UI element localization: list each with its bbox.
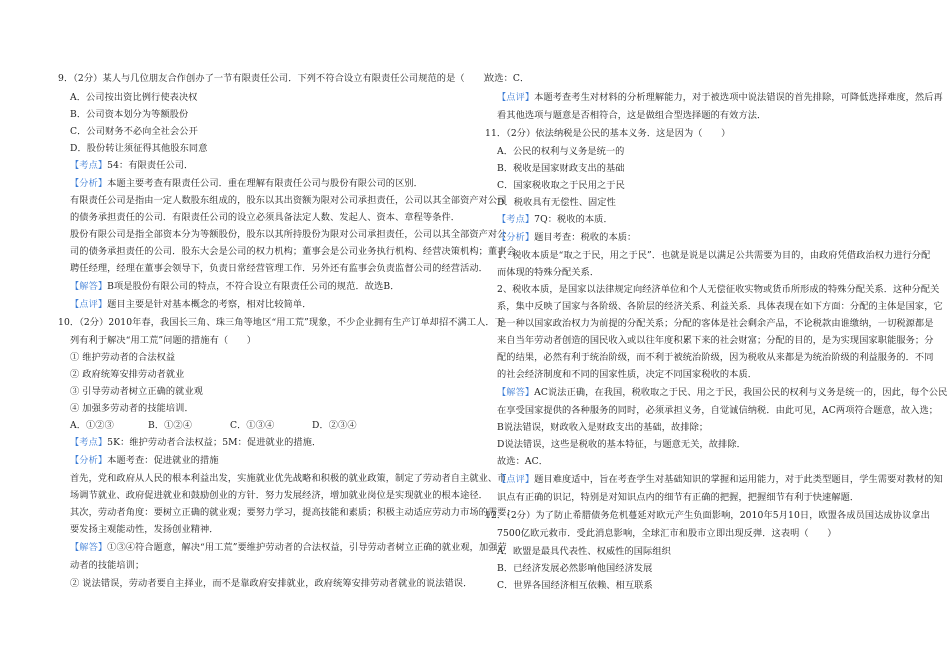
jieda-line: B说法错误，财政收入是财政支出的基础，故排除；	[497, 422, 709, 433]
kaodian-tag: 【考点】	[70, 437, 108, 448]
fenxi-tag: 【分析】	[497, 232, 535, 243]
q10-choice-c: C．①③④	[230, 420, 275, 431]
q10-choice-b: B．①②④	[148, 420, 193, 431]
q9-option-c: C．公司财务不必向全社会公开	[70, 126, 198, 137]
dianping-text: 题目主要是针对基本概念的考察，相对比较简单．	[107, 299, 312, 310]
q12-option-c: C．世界各国经济相互依赖、相互联系	[497, 580, 653, 591]
q10-item: ① 维护劳动者的合法权益	[70, 352, 176, 363]
kaodian-tag: 【考点】	[497, 214, 535, 225]
dianping-tag: 【点评】	[497, 92, 535, 103]
kaodian-text: 7Q：税收的本质．	[534, 214, 613, 225]
dianping-line: 识点有正确的识记，特别是对知识点内的细节有正确的把握，把握细节有利于快速解题．	[497, 492, 860, 503]
jieda-text: B项是股份有限公司的特点，不符合设立有限责任公司的规范．故选B．	[107, 281, 400, 292]
q12-stem-line: 12．（2分）为了防止希腊债务危机蔓延对欧元产生负面影响，2010年5月10日，欧盟各成员国达成协议拿出	[485, 510, 930, 521]
fenxi-tag: 【分析】	[70, 178, 108, 189]
fenxi-line: 要发扬主观能动性，发扬创业精神．	[70, 524, 219, 535]
jieda-line: ② 说法错误，劳动者要自主择业，而不是靠政府安排就业，政府统筹安排劳动者就业的说法错误．	[70, 578, 473, 589]
fenxi-tag: 【分析】	[70, 455, 108, 466]
fenxi-line: 而体现的特殊分配关系．	[497, 267, 600, 278]
q11-kaodian	[497, 214, 613, 226]
q11-option-d: D．税收具有无偿性、固定性	[497, 197, 616, 208]
fenxi-line: 股份有限公司是指全部资本分为等额股份，股东以其所持股份为限对公司承担责任，公司以其全部资产对公	[70, 229, 507, 240]
fenxi-line: 来自当年劳动者创造的国民收入或以往年度积累下来的社会财富；分配的目的，是为实现国家职能服务；分	[497, 335, 934, 346]
dianping-tag: 【点评】	[497, 474, 535, 485]
q10-kaodian	[70, 437, 321, 449]
q12-stem-line: 7500亿欧元救市．受此消息影响，全球汇市和股市立即出现反弹．这表明（ ）	[497, 528, 837, 539]
q9-fenxi	[70, 178, 423, 190]
q9-jieda	[70, 281, 399, 293]
fenxi-line: 本题考查：促进就业的措施	[107, 455, 219, 466]
q11-jieda	[497, 387, 947, 399]
dianping-line: 看其他选项与题意是否相符合，这是做组合型选择题的有效方法．	[497, 110, 767, 121]
q11-option-c: C．国家税收取之于民用之于民	[497, 180, 625, 191]
fenxi-line: 场调节就业、政府促进就业和鼓励创业的方针．努力发展经济，增加就业岗位是实现就业的根本途径．	[70, 490, 488, 501]
q10-stem-line: 列有利于解决“用工荒”问题的措施有（ ）	[70, 335, 257, 346]
fenxi-line: 本题主要考查有限责任公司．重在理解有限责任公司与股份有限公司的区别．	[107, 178, 423, 189]
jieda-tag: 【解答】	[497, 387, 535, 398]
fenxi-line: 题目考查：税收的本质：	[534, 232, 637, 243]
q9-option-b: B．公司资本划分为等额股份	[70, 109, 189, 120]
q10-fenxi	[70, 455, 219, 467]
dianping-tag: 【点评】	[70, 299, 108, 310]
fenxi-line: 聘任经理，经理在董事会领导下，负责日常经营管理工作．另外还有监事会负责监督公司的经营活动．	[70, 263, 488, 274]
q11-option-a: A．公民的权利与义务是统一的	[497, 146, 625, 157]
fenxi-line: 的债务承担责任的公司．有限责任公司的设立必须具备法定人数、发起人、资本、章程等条件．	[70, 212, 461, 223]
jieda-line: 动者的技能培训；	[70, 560, 145, 571]
kaodian-text: 54：有限责任公司．	[107, 160, 194, 171]
fenxi-line: 有限责任公司是指由一定人数股东组成的，股东以其出资额为限对公司承担责任，公司以其全部资产对公司	[70, 195, 507, 206]
jieda-line: ①③④符合题意，解决“用工荒”要维护劳动者的合法权益，引导劳动者树立正确的就业观，加强劳	[107, 542, 507, 553]
q10-choice-d: D．②③④	[312, 420, 357, 431]
q10-jieda	[70, 542, 507, 554]
fenxi-line: 系，集中反映了国家与各阶级、各阶层的经济关系、利益关系．具体表现在如下方面：分配的主体是国家，它	[497, 301, 943, 312]
jieda-line: 故选：AC．	[497, 456, 549, 467]
fenxi-line: 其次，劳动者角度：要树立正确的就业观；要努力学习，提高技能和素质；积极主动适应劳动力市场的需要；	[70, 507, 516, 518]
kaodian-text: 5K：维护劳动者合法权益；5M：促进就业的措施．	[107, 437, 322, 448]
fenxi-line: 2、税收本质，是国家以法律规定向经济单位和个人无偿征收实物或货币所形成的特殊分配关系．这种分配关	[497, 284, 940, 295]
q9-dianping	[70, 299, 311, 311]
dianping-line: 题目难度适中，旨在考查学生对基础知识的掌握和运用能力，对于此类型题目，学生需要对教材的知	[534, 474, 943, 485]
q11-dianping	[497, 474, 943, 486]
jieda-tag: 【解答】	[70, 542, 108, 553]
fenxi-line: 的社会经济制度和不同的国家性质，决定不同国家税收的本质．	[497, 369, 758, 380]
q10-dianping	[497, 92, 943, 104]
q9-kaodian	[70, 160, 193, 172]
q11-stem: 11．（2分）依法纳税是公民的基本义务．这是因为（ ）	[485, 128, 731, 139]
jieda-line: 在享受国家提供的各种服务的同时，必须承担义务，自觉诚信纳税．由此可见，AC两项符合题意，故入选；	[497, 405, 939, 416]
q10-item: ② 政府统筹安排劳动者就业	[70, 369, 185, 380]
jieda-tag: 【解答】	[70, 281, 108, 292]
q10-item: ③ 引导劳动者树立正确的就业观	[70, 386, 204, 397]
q12-option-b: B．已经济发展必然影响他国经济发展	[497, 563, 653, 574]
fenxi-line: 1、税收本质是“取之于民，用之于民”．也就是说是以满足公共需要为目的，由政府凭借政治权力进行分配	[497, 250, 931, 261]
q9-option-a: A．公司按出资比例行使表决权	[70, 92, 198, 103]
jieda-line: AC说法正确，在我国，税收取之于民、用之于民，我国公民的权利与义务是统一的，因此，每个公民	[534, 387, 948, 398]
q9-stem: 9．（2分）某人与几位朋友合作创办了一节有限责任公司．下列不符合设立有限责任公司规范的是（ ）	[58, 73, 493, 84]
q9-option-d: D．股份转让须征得其他股东同意	[70, 143, 208, 154]
q10-choice-a: A．①②③	[70, 420, 114, 431]
q12-option-a: A．欧盟是最具代表性、权威性的国际组织	[497, 546, 671, 557]
q10-gu-xuan: 故选：C．	[485, 73, 530, 84]
fenxi-line: 是一种以国家政治权力为前提的分配关系；分配的客体是社会剩余产品，不论税款由谁缴纳，一切税源都是	[497, 318, 934, 329]
fenxi-line: 配的结果，必然有利于统治阶级，而不利于被统治阶级，因为税收从来都是为统治阶级的利益服务的．不同	[497, 352, 934, 363]
q11-fenxi	[497, 232, 636, 244]
q11-option-b: B．税收是国家财政支出的基础	[497, 163, 625, 174]
kaodian-tag: 【考点】	[70, 160, 108, 171]
fenxi-line: 司的债务承担责任的公司．股东大会是公司的权力机构；董事会是公司业务执行机构、经营决策机构；董事会	[70, 246, 516, 257]
jieda-line: D说法错误，这些是税收的基本特征，与题意无关，故排除．	[497, 439, 746, 450]
q10-stem-line: 10．（2分）2010年春，我国长三角、珠三角等地区“用工荒”现象，不少企业拥有生产订单却招不满工人．下	[58, 317, 504, 328]
q10-item: ④ 加强多劳动者的技能培训．	[70, 403, 194, 414]
dianping-line: 本题考查考生对材料的分析理解能力，对于被选项中说法错误的首先排除，可降低选择难度，然后再	[534, 92, 943, 103]
fenxi-line: 首先，党和政府从人民的根本利益出发，实施就业优先战略和积极的就业政策，制定了劳动者自主就业、市	[70, 473, 507, 484]
